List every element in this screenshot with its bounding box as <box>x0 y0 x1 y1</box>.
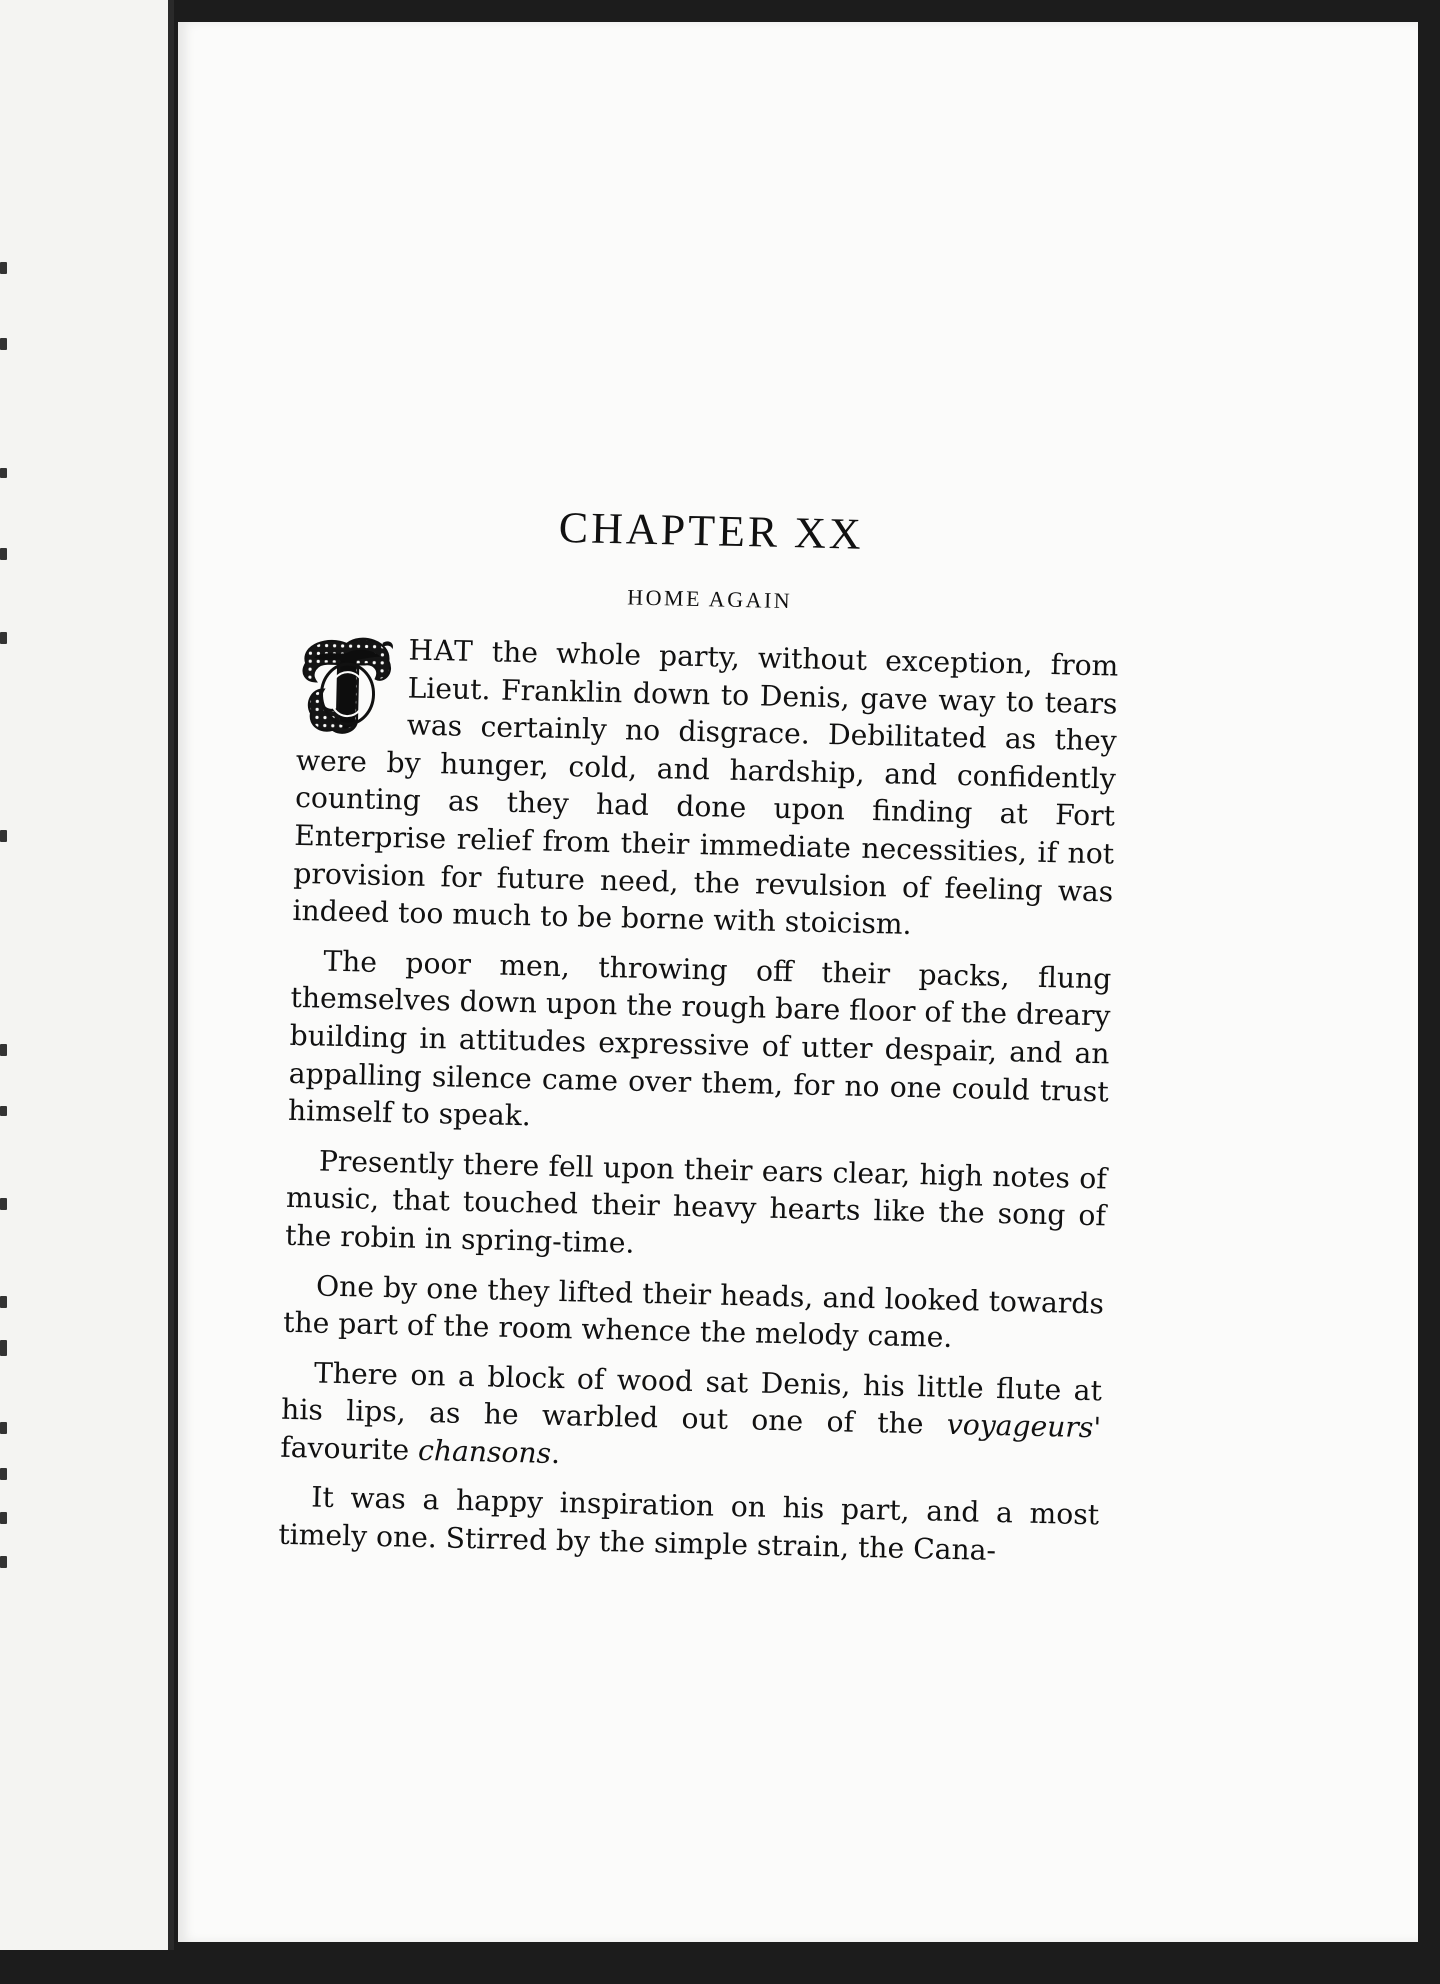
edge-mark <box>0 262 7 274</box>
paragraph-4: One by one they lifted their heads, and looked towards the part of the room whence the melody came. <box>282 1269 1105 1355</box>
paragraph-2: The poor men, throwing off their packs, flung themselves down upon the rough bare floor of the dreary building in attitudes expressive of utter despair, and an appalling silence came over them, for no one could trust himself to speak. <box>287 944 1112 1133</box>
edge-mark <box>0 1296 7 1308</box>
paragraph-3: Presently there fell upon their ears clear, high notes of music, that touched their heavy hearts like the song of the robin in spring-time. <box>284 1144 1108 1260</box>
edge-mark <box>0 1198 7 1210</box>
edge-mark <box>0 1106 7 1116</box>
edge-mark <box>0 468 7 478</box>
edge-mark <box>0 1340 7 1356</box>
paragraph-5-italic-voyageurs: voyageurs' <box>946 1408 1102 1445</box>
paragraph-1-lead-word: HAT <box>408 633 475 668</box>
edge-mark <box>0 1556 7 1568</box>
edge-mark <box>0 548 7 560</box>
edge-mark <box>0 1512 7 1524</box>
edge-mark <box>0 830 7 842</box>
paragraph-1-text: the whole party, without exception, from Lieut. Franklin down to Denis, gave way to tears was certainly no disgrace. Debilitated as they were by hunger, cold, and hardship, and confidently counting as they had done upon finding at Fort Enterprise relief from their immediate necessities, if not provision for future need, the revulsion of feeling was indeed too much to be borne with stoicism. <box>292 634 1119 942</box>
edge-mark <box>0 1468 7 1480</box>
edge-mark <box>0 338 7 350</box>
paragraph-1 <box>292 629 1119 948</box>
chapter-title: CHAPTER XX <box>558 502 865 559</box>
paragraph-6: It was a happy inspiration on his part, and a most timely one. Stirred by the simple strain, the Cana- <box>278 1480 1100 1568</box>
chapter-subtitle: HOME AGAIN <box>627 584 793 614</box>
ornamental-drop-cap-t-icon <box>297 633 397 739</box>
page-text-block <box>278 496 1122 1584</box>
edge-mark <box>0 1422 7 1434</box>
paragraph-5-text-middle: favourite <box>280 1430 419 1467</box>
left-facing-page-edge <box>0 0 174 1950</box>
paragraph-5-italic-chansons: chansons <box>417 1433 552 1470</box>
edge-mark <box>0 632 7 644</box>
paragraph-5-text-before: There on a block of wood sat Denis, his little flute at his lips, as he warbled out one of the <box>280 1356 1103 1442</box>
paragraph-5 <box>280 1353 1102 1484</box>
edge-mark <box>0 1044 7 1056</box>
paragraph-5-text-after: . <box>550 1436 561 1470</box>
